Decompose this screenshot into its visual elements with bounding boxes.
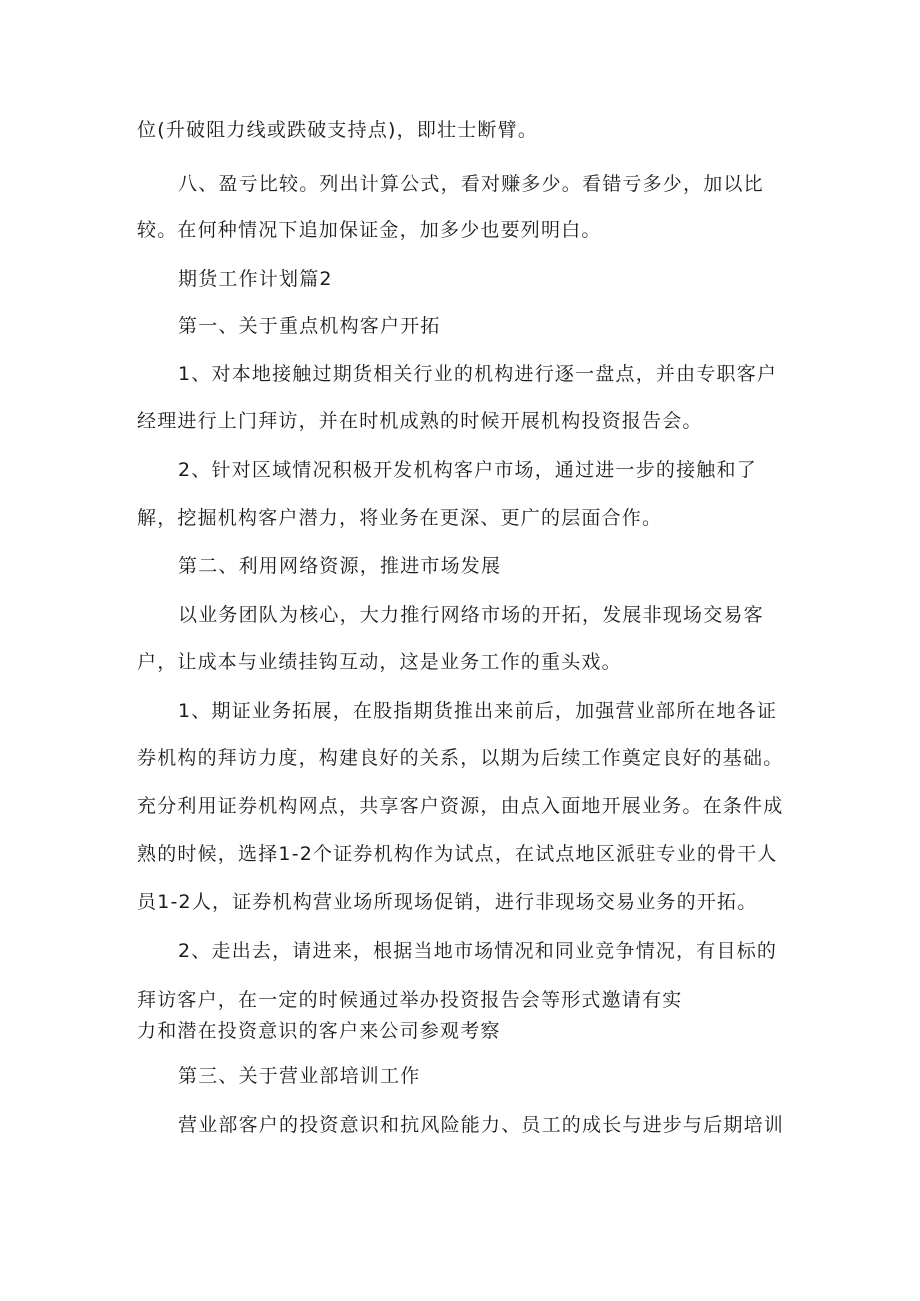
text-line-6: 1、对本地接触过期货相关行业的机构进行逐一盘点，并由专职客户: [178, 363, 778, 385]
heading-third: 第三、关于营业部培训工作: [178, 1065, 421, 1087]
text-line-22: 营业部客户的投资意识和抗风险能力、员工的成长与进步与后期培训: [178, 1114, 785, 1136]
text-line-11: 以业务团队为核心，大力推行网络市场的开拓，发展非现场交易客: [178, 604, 764, 626]
text-line-17: 员1-2人，证券机构营业场所现场促销，进行非现场交易业务的开拓。: [137, 891, 758, 913]
text-line-14: 券机构的拜访力度，构建良好的关系，以期为后续工作奠定良好的基础。: [137, 747, 784, 769]
text-line-8: 2、针对区域情况积极开发机构客户市场，通过进一步的接触和了: [178, 459, 757, 481]
text-line-20: 力和潜在投资意识的客户来公司参观考察: [137, 1020, 501, 1042]
text-line-2: 八、盈亏比较。列出计算公式，看对赚多少。看错亏多少，加以比: [178, 173, 764, 195]
heading-second: 第二、利用网络资源，推进市场发展: [178, 555, 502, 577]
text-line-13: 1、期证业务拓展，在股指期货推出来前后，加强营业部所在地各证: [178, 700, 778, 722]
text-line-15: 充分利用证券机构网点，共享客户资源，由点入面地开展业务。在条件成: [137, 795, 784, 817]
text-line-7: 经理进行上门拜访，并在时机成熟的时候开展机构投资报告会。: [137, 410, 703, 432]
text-line-18: 2、走出去，请进来，根据当地市场情况和同业竞争情况，有目标的: [178, 940, 778, 962]
text-line-3: 较。在何种情况下追加保证金，加多少也要列明白。: [137, 219, 602, 241]
section-title: 期货工作计划篇2: [178, 268, 333, 290]
text-line-19: 拜访客户，在一定的时候通过举办投资报告会等形式邀请有实: [137, 989, 683, 1011]
heading-first: 第一、关于重点机构客户开拓: [178, 315, 441, 337]
text-line-9: 解，挖掘机构客户潜力，将业务在更深、更广的层面合作。: [137, 507, 663, 529]
text-line-12: 户，让成本与业绩挂钩互动，这是业务工作的重头戏。: [137, 651, 622, 673]
text-line-1: 位(升破阻力线或跌破支持点)，即壮士断臂。: [137, 119, 539, 141]
text-line-16: 熟的时候，选择1-2个证券机构作为试点，在试点地区派驻专业的骨干人: [137, 843, 778, 865]
